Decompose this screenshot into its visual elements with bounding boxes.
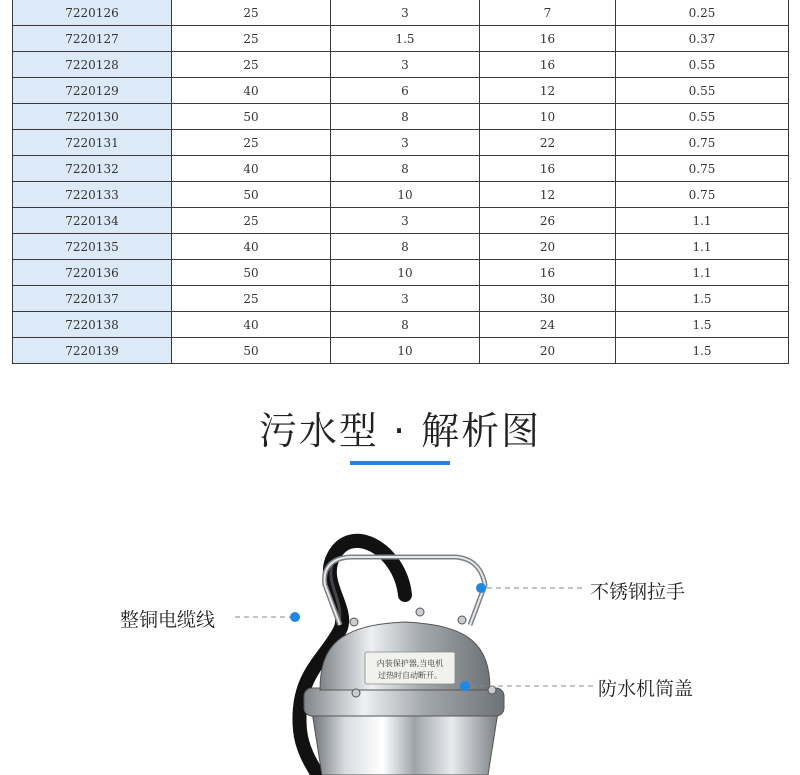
table-cell-b: 10 — [331, 338, 480, 364]
table-cell-a: 50 — [172, 104, 331, 130]
table-cell-a: 25 — [172, 0, 331, 26]
table-cell-model: 7220137 — [13, 286, 172, 312]
table-row — [13, 208, 789, 234]
table-cell-model: 7220127 — [13, 26, 172, 52]
table-cell-model: 7220135 — [13, 234, 172, 260]
table-cell-b: 10 — [331, 182, 480, 208]
table-cell-c: 20 — [480, 234, 616, 260]
table-cell-a: 25 — [172, 286, 331, 312]
table-cell-a: 25 — [172, 26, 331, 52]
bolt — [350, 618, 358, 626]
table-cell-model: 7220128 — [13, 52, 172, 78]
table-cell-b: 8 — [331, 156, 480, 182]
pump-diagram — [0, 500, 800, 775]
table-cell-model: 7220132 — [13, 156, 172, 182]
table-cell-b: 3 — [331, 208, 480, 234]
table-row — [13, 78, 789, 104]
marker-cover — [460, 681, 470, 691]
table-cell-model: 7220133 — [13, 182, 172, 208]
table-cell-d: 1.1 — [616, 208, 789, 234]
table-cell-c: 7 — [480, 0, 616, 26]
callout-cable: 整铜电缆线 — [120, 609, 216, 631]
table-row — [13, 26, 789, 52]
table-cell-d: 0.75 — [616, 182, 789, 208]
table-cell-b: 8 — [331, 312, 480, 338]
table-cell-d: 0.55 — [616, 104, 789, 130]
table-cell-a: 25 — [172, 52, 331, 78]
table-cell-b: 3 — [331, 52, 480, 78]
table-cell-b: 3 — [331, 286, 480, 312]
table-cell-model: 7220130 — [13, 104, 172, 130]
marker-handle — [476, 583, 486, 593]
table-cell-d: 0.37 — [616, 26, 789, 52]
table-row — [13, 260, 789, 286]
table-cell-b: 3 — [331, 0, 480, 26]
table-cell-d: 1.1 — [616, 260, 789, 286]
table-cell-c: 12 — [480, 78, 616, 104]
table-cell-model: 7220136 — [13, 260, 172, 286]
table-cell-a: 40 — [172, 234, 331, 260]
table-cell-b: 1.5 — [331, 26, 480, 52]
table-row — [13, 182, 789, 208]
table-cell-a: 25 — [172, 130, 331, 156]
table-cell-c: 30 — [480, 286, 616, 312]
table-cell-c: 16 — [480, 156, 616, 182]
table-row — [13, 0, 789, 26]
table-row — [13, 286, 789, 312]
table-cell-d: 0.75 — [616, 130, 789, 156]
table-cell-a: 50 — [172, 260, 331, 286]
table-cell-d: 1.5 — [616, 338, 789, 364]
table-cell-c: 24 — [480, 312, 616, 338]
table-row — [13, 156, 789, 182]
table-row — [13, 130, 789, 156]
table-cell-d: 1.5 — [616, 312, 789, 338]
table-cell-c: 16 — [480, 260, 616, 286]
table-cell-d: 0.25 — [616, 0, 789, 26]
table-cell-d: 0.55 — [616, 52, 789, 78]
table-cell-c: 22 — [480, 130, 616, 156]
table-cell-c: 20 — [480, 338, 616, 364]
warning-label-text: 内装保护器,当电机 — [376, 659, 444, 668]
callout-cover: 防水机筒盖 — [598, 678, 694, 700]
title-underline — [350, 461, 450, 465]
table-cell-b: 6 — [331, 78, 480, 104]
table-cell-model: 7220138 — [13, 312, 172, 338]
table-cell-model: 7220139 — [13, 338, 172, 364]
table-cell-c: 10 — [480, 104, 616, 130]
table-row — [13, 104, 789, 130]
bolt — [488, 686, 496, 694]
table-cell-model: 7220131 — [13, 130, 172, 156]
table-row — [13, 234, 789, 260]
table-cell-a: 25 — [172, 208, 331, 234]
table-cell-b: 8 — [331, 104, 480, 130]
table-cell-a: 40 — [172, 156, 331, 182]
table-cell-a: 50 — [172, 182, 331, 208]
table-cell-d: 1.1 — [616, 234, 789, 260]
table-cell-model: 7220126 — [13, 0, 172, 26]
table-cell-d: 1.5 — [616, 286, 789, 312]
table-cell-c: 12 — [480, 182, 616, 208]
spec-table — [12, 0, 789, 364]
table-cell-c: 26 — [480, 208, 616, 234]
table-row — [13, 312, 789, 338]
spec-table-body — [13, 0, 789, 364]
table-cell-a: 40 — [172, 312, 331, 338]
warning-label-text-2: 过热时自动断开。 — [378, 671, 442, 680]
table-row — [13, 338, 789, 364]
table-cell-a: 40 — [172, 78, 331, 104]
bolt — [458, 616, 466, 624]
bolt — [416, 608, 424, 616]
callout-handle: 不锈钢拉手 — [590, 581, 686, 603]
pump-flange — [304, 688, 504, 716]
bolt — [352, 689, 360, 697]
section-title: 污水型 · 解析图 — [258, 409, 542, 453]
table-cell-model: 7220129 — [13, 78, 172, 104]
table-row — [13, 52, 789, 78]
table-cell-c: 16 — [480, 26, 616, 52]
table-cell-b: 3 — [331, 130, 480, 156]
table-cell-model: 7220134 — [13, 208, 172, 234]
table-cell-d: 0.55 — [616, 78, 789, 104]
pump-body — [312, 712, 498, 775]
table-cell-d: 0.75 — [616, 156, 789, 182]
table-cell-b: 8 — [331, 234, 480, 260]
table-cell-b: 10 — [331, 260, 480, 286]
marker-cable — [290, 612, 300, 622]
table-cell-a: 50 — [172, 338, 331, 364]
table-cell-c: 16 — [480, 52, 616, 78]
